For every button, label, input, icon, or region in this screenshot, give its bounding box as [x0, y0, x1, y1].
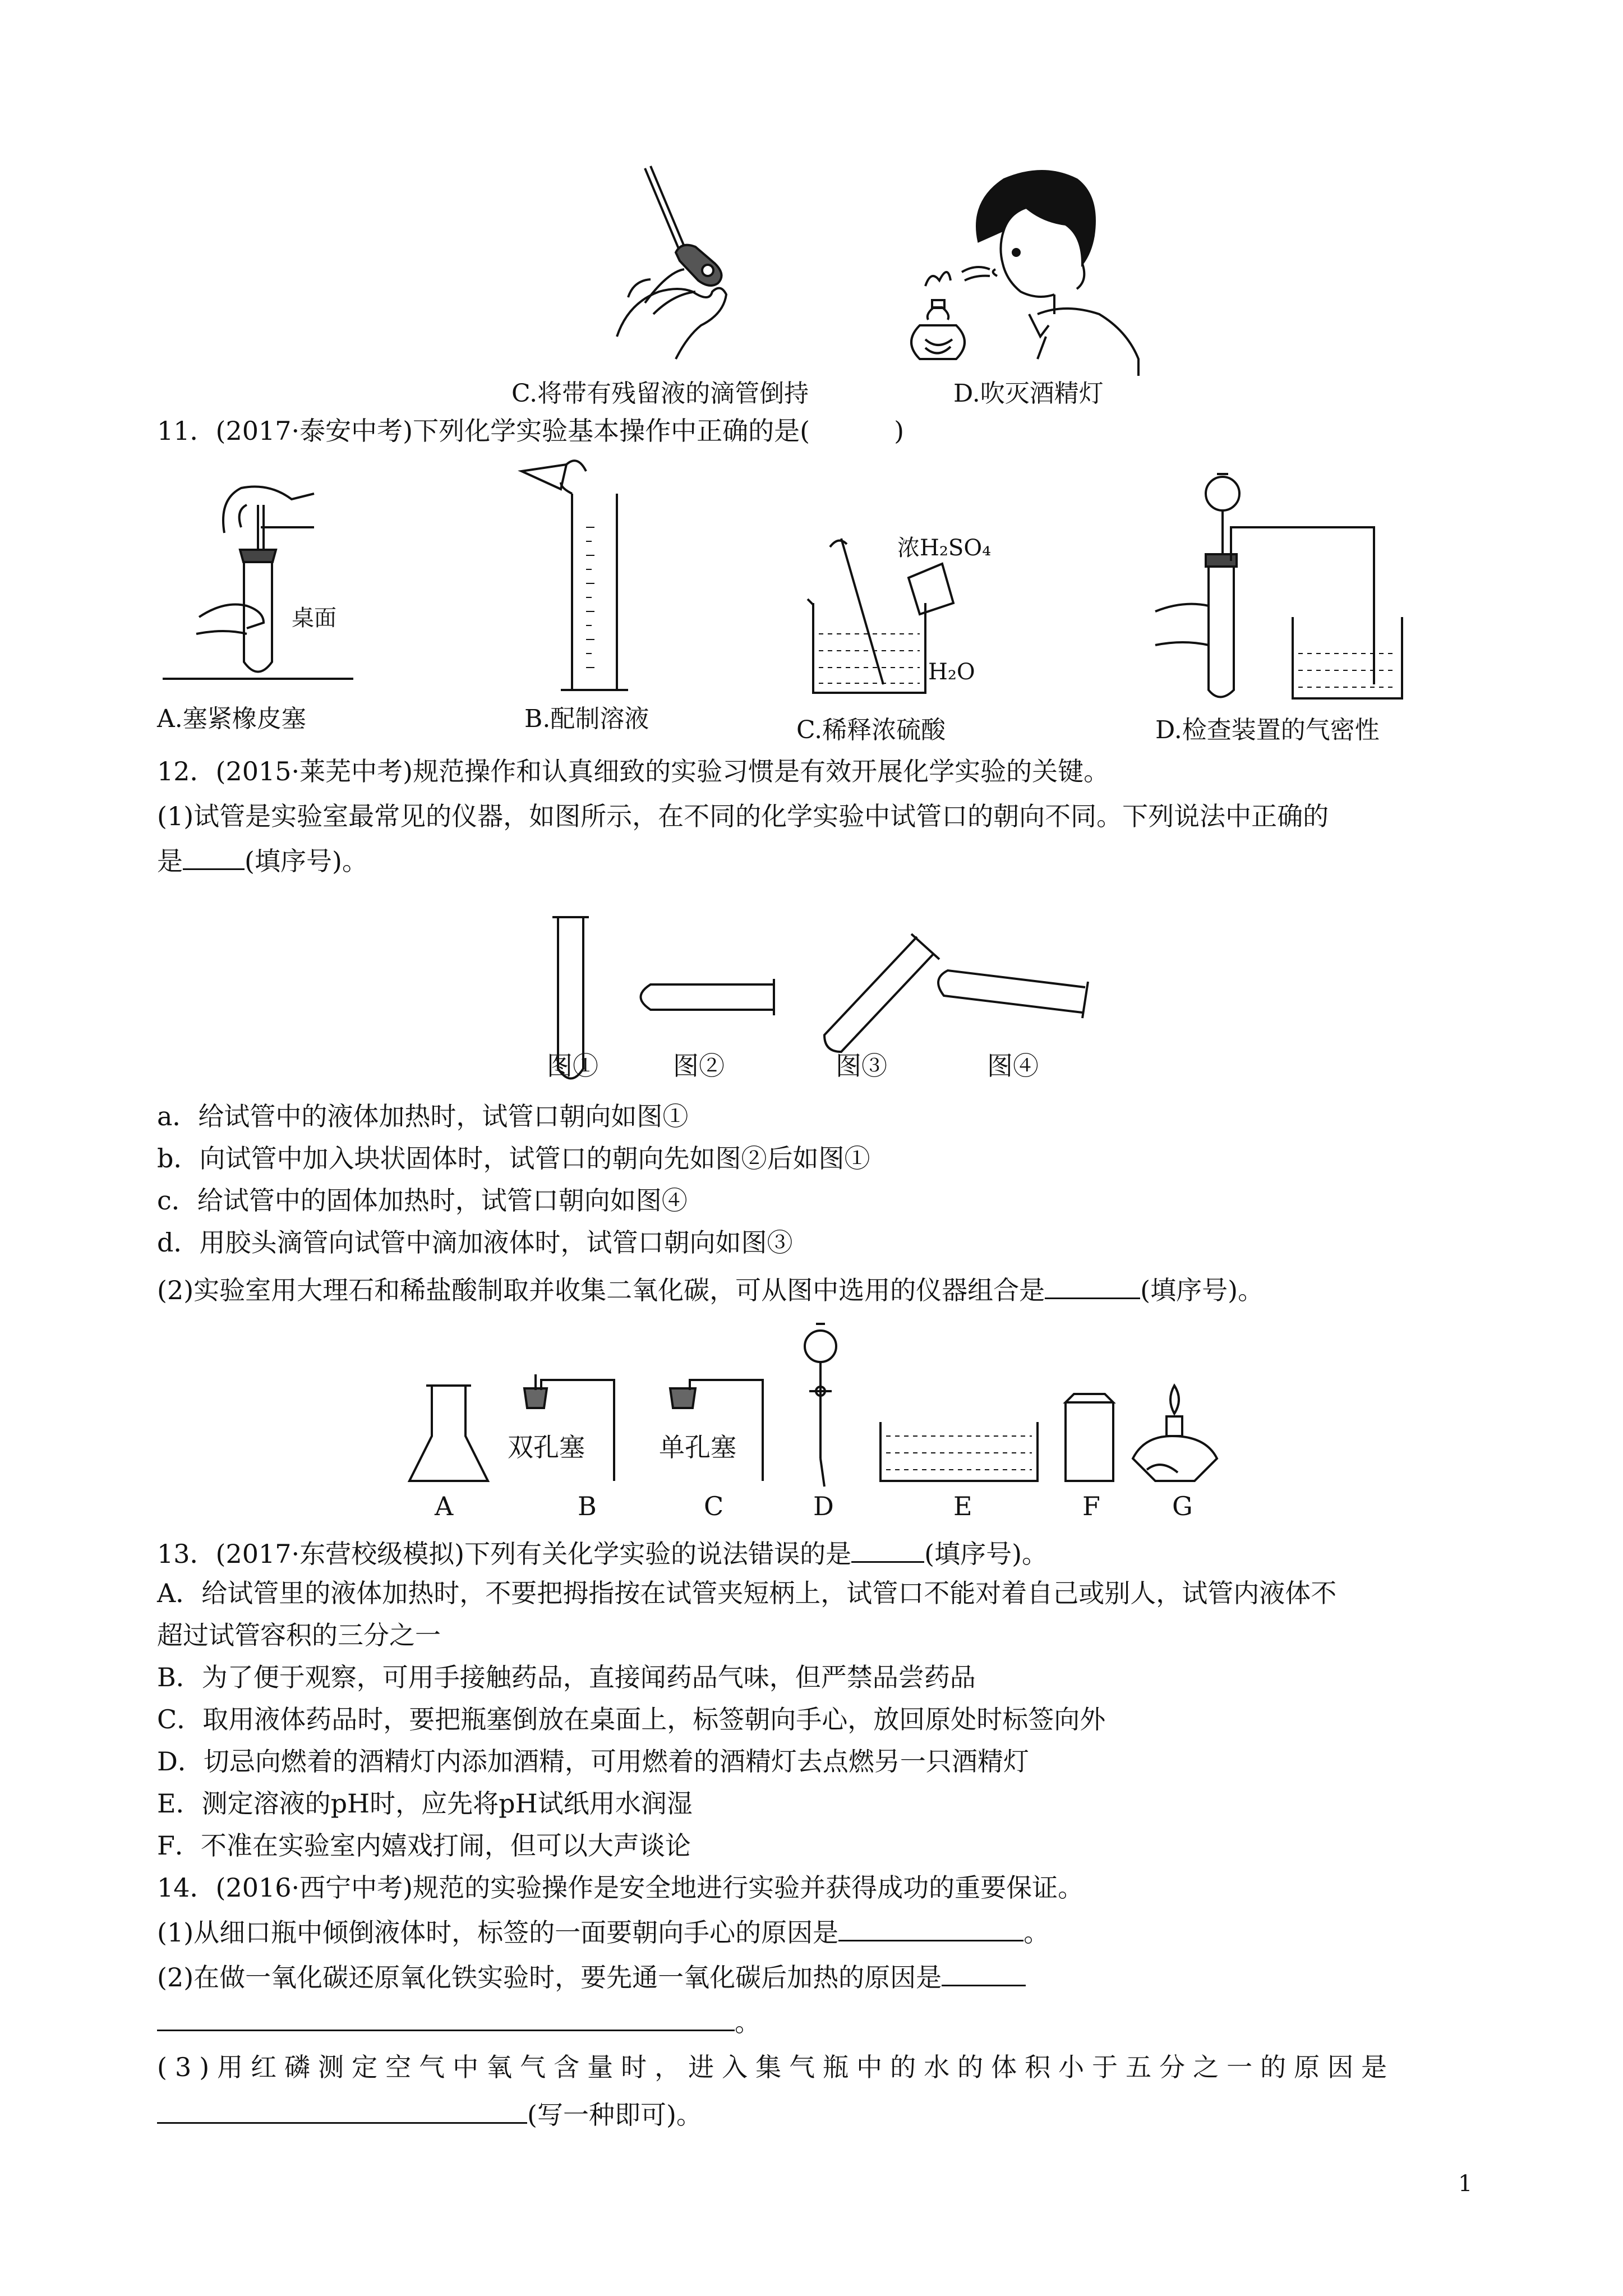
q12-option-b: b．向试管中加入块状固体时，试管口的朝向先如图②后如图①: [157, 1143, 870, 1174]
answer-blank[interactable]: [157, 2003, 735, 2031]
q12-part2-a: (2)实验室用大理石和稀盐酸制取并收集二氧化碳，可从图中选用的仪器组合是: [157, 1275, 1045, 1305]
figure-b-caption: B.配制溶液: [524, 705, 649, 733]
figure-d-caption: D.吹灭酒精灯: [953, 379, 1104, 408]
q12-part2-b: (填序号)。: [1140, 1275, 1264, 1305]
single-hole-label: 单孔塞: [659, 1432, 736, 1462]
apparatus-letter-a: A: [435, 1491, 454, 1521]
fig-label-1: 图①: [547, 1051, 598, 1081]
apparatus-letter-g: G: [1172, 1491, 1193, 1521]
q14-part3-b: (写一种即可)。: [527, 2100, 702, 2130]
figure-a-caption: A.塞紧橡皮塞: [157, 705, 306, 733]
q12-stem: 12．(2015·莱芜中考)规范操作和认真细致的实验习惯是有效开展化学实验的关键。: [157, 756, 1110, 786]
q11-stem-close: ): [894, 416, 905, 446]
q12-part1-line2-a: 是: [157, 846, 183, 876]
apparatus-letter-c: C: [704, 1491, 724, 1521]
fig-label-2: 图②: [673, 1051, 725, 1081]
q12-part1-line2: [157, 841, 368, 878]
apparatus-letter-d: D: [813, 1491, 834, 1521]
answer-blank[interactable]: [942, 1958, 1026, 1986]
q13-option-a2: 超过试管容积的三分之一: [157, 1620, 441, 1650]
water-label: H₂O: [928, 659, 975, 685]
q13-option-e: E．测定溶液的pH时，应先将pH试纸用水润湿: [157, 1788, 693, 1819]
q14-part2-a: (2)在做一氧化碳还原氧化铁实验时，要先通一氧化碳后加热的原因是: [157, 1962, 942, 1993]
q11-stem-text: 11．(2017·泰安中考)下列化学实验基本操作中正确的是(: [157, 416, 810, 446]
fig-label-3: 图③: [836, 1051, 887, 1081]
q14-stem: 14．(2016·西宁中考)规范的实验操作是安全地进行实验并获得成功的重要保证。: [157, 1872, 1084, 1903]
q13-option-b: B．为了便于观察，可用手接触药品，直接闻药品气味，但严禁品尝药品: [157, 1662, 976, 1692]
q13-stem-b: (填序号)。: [924, 1539, 1048, 1569]
q12-part1-line1: (1)试管是实验室最常见的仪器，如图所示，在不同的化学实验中试管口的朝向不同。下列说法中正确的: [157, 801, 1329, 831]
fig-label-4: 图④: [987, 1051, 1039, 1081]
q14-part1-a: (1)从细口瓶中倾倒液体时，标签的一面要朝向手心的原因是: [157, 1917, 839, 1948]
desk-label: 桌面: [292, 605, 336, 631]
page-number: 1: [1458, 2171, 1473, 2197]
q11-stem: [157, 414, 904, 448]
q14-part2-end: 。: [735, 2007, 760, 2037]
q12-option-a: a．给试管中的液体加热时，试管口朝向如图①: [157, 1101, 689, 1131]
double-hole-label: 双孔塞: [508, 1432, 585, 1462]
q14-part2-cont: [157, 2003, 760, 2039]
q14-part1: [157, 1913, 1049, 1949]
answer-blank[interactable]: [838, 1913, 1023, 1941]
q14-part3: (3)用红磷测定空气中氧气含量时，进入集气瓶中的水的体积小于五分之一的原因是: [157, 2052, 1395, 2082]
q14-part2: [157, 1958, 1026, 1994]
q13-stem-a: 13．(2017·东营校级模拟)下列有关化学实验的说法错误的是: [157, 1539, 852, 1569]
apparatus-letter-b: B: [578, 1491, 597, 1521]
apparatus-letter-f: F: [1082, 1491, 1100, 1521]
acid-label: 浓H₂SO₄: [897, 535, 992, 561]
apparatus-letter-e: E: [953, 1491, 972, 1521]
q12-part1-line2-b: (填序号)。: [245, 846, 368, 876]
answer-blank[interactable]: [851, 1534, 924, 1563]
q13-option-a1: A．给试管里的液体加热时，不要把拇指按在试管夹短柄上，试管口不能对着自己或别人，试管内液体不: [157, 1578, 1337, 1608]
figure-d2-caption: D.检查装置的气密性: [1155, 716, 1380, 744]
q12-option-c: c．给试管中的固体加热时，试管口朝向如图④: [157, 1185, 688, 1216]
answer-blank[interactable]: [1045, 1271, 1140, 1299]
apparatus-figure: [0, 0, 1, 1]
q13-stem: [157, 1534, 1048, 1571]
q12-option-d: d．用胶头滴管向试管中滴加液体时，试管口朝向如图③: [157, 1227, 793, 1258]
q13-option-f: F．不准在实验室内嬉戏打闹，但可以大声谈论: [157, 1830, 691, 1861]
q13-option-d: D．切忌向燃着的酒精灯内添加酒精，可用燃着的酒精灯去点燃另一只酒精灯: [157, 1746, 1029, 1777]
answer-blank[interactable]: [157, 2095, 527, 2124]
figure-c-caption: C.将带有残留液的滴管倒持: [511, 379, 809, 408]
q14-part3-cont: [157, 2095, 702, 2132]
answer-blank[interactable]: [183, 841, 245, 870]
q12-part2: [157, 1271, 1264, 1307]
figure-c2-caption: C.稀释浓硫酸: [796, 716, 946, 744]
q13-option-c: C．取用液体药品时，要把瓶塞倒放在桌面上，标签朝向手心，放回原处时标签向外: [157, 1704, 1106, 1734]
q14-part1-b: 。: [1023, 1917, 1050, 1948]
